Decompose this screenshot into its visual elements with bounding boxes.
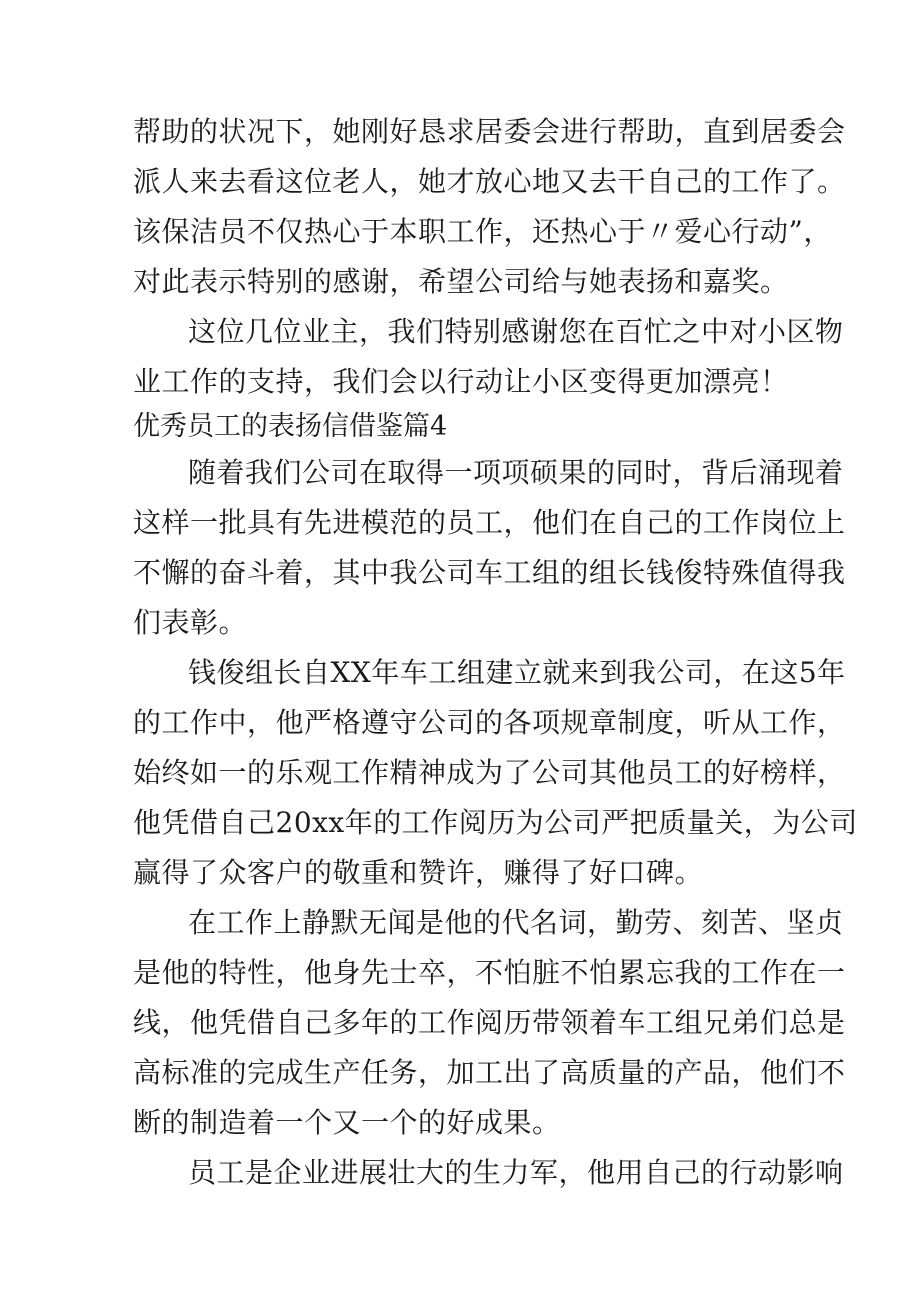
paragraph-line: 们表彰。 <box>133 606 248 639</box>
paragraph-line: 对此表示特别的感谢，希望公司给与她表扬和嘉奖。 <box>133 265 789 298</box>
paragraph-line: 在工作上静默无闻是他的代名词，勤劳、刻苦、坚贞 <box>188 906 844 939</box>
paragraph-line: 派人来去看这位老人，她才放心地又去干自己的工作了。 <box>133 165 846 198</box>
paragraph-line: 业工作的支持，我们会以行动让小区变得更加漂亮！ <box>133 365 789 398</box>
paragraph-line: 帮助的状况下，她刚好恳求居委会进行帮助，直到居委会 <box>133 115 846 148</box>
paragraph-line: 他凭借自己20xx年的工作阅历为公司严把质量关，为公司 <box>133 806 858 839</box>
paragraph-line: 断的制造着一个又一个的好成果。 <box>133 1106 561 1139</box>
paragraph-line: 不懈的奋斗着，其中我公司车工组的组长钱俊特殊值得我 <box>133 556 846 589</box>
paragraph-line: 这样一批具有先进模范的员工，他们在自己的工作岗位上 <box>133 506 846 539</box>
paragraph-line: 钱俊组长自XX年车工组建立就来到我公司，在这5年 <box>188 656 846 689</box>
paragraph-line: 的工作中，他严格遵守公司的各项规章制度，听从工作， <box>133 706 846 739</box>
paragraph-line: 赢得了众客户的敬重和赞许，赚得了好口碑。 <box>133 856 704 889</box>
paragraph-line: 高标准的完成生产任务，加工出了高质量的产品，他们不 <box>133 1056 846 1089</box>
paragraph-line: 线，他凭借自己多年的工作阅历带领着车工组兄弟们总是 <box>133 1006 846 1039</box>
paragraph-line: 员工是企业进展壮大的生力军，他用自己的行动影响 <box>188 1156 844 1189</box>
paragraph-line: 该保洁员不仅热心于本职工作，还热心于〃爱心行动”， <box>133 215 832 248</box>
paragraph-line: 是他的特性，他身先士卒，不怕脏不怕累忘我的工作在一 <box>133 956 846 989</box>
paragraph-line: 随着我们公司在取得一项项硕果的同时，背后涌现着 <box>188 456 844 489</box>
paragraph-line: 始终如一的乐观工作精神成为了公司其他员工的好榜样， <box>133 756 846 789</box>
section-heading: 优秀员工的表扬信借鉴篇4 <box>133 411 448 442</box>
paragraph-line: 这位几位业主，我们特别感谢您在百忙之中对小区物 <box>188 315 844 348</box>
